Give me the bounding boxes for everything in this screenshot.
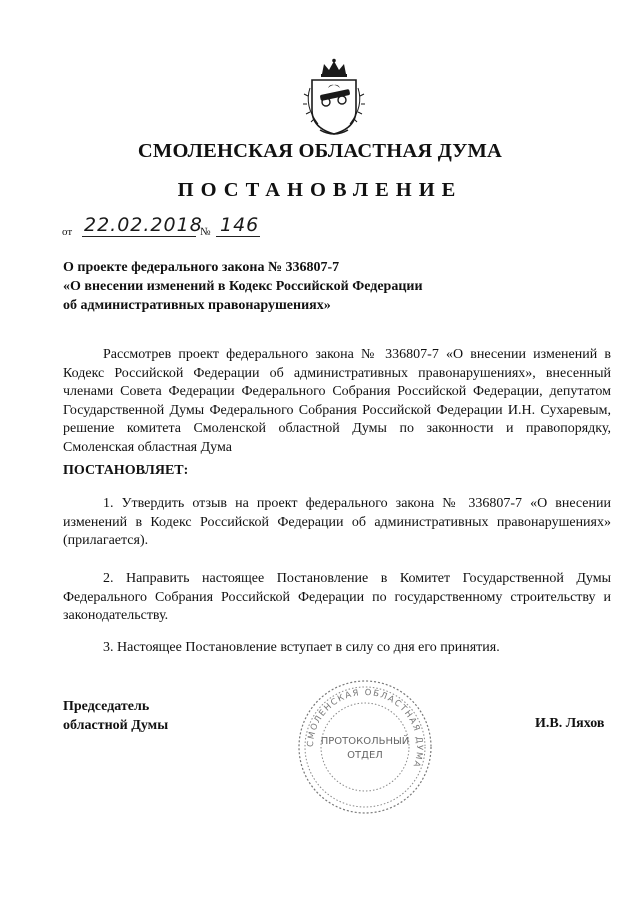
subject-line: «О внесении изменений в Кодекс Российской Федерации	[63, 279, 423, 294]
subject-line: об административных правонарушениях»	[63, 298, 331, 313]
handwritten-number: 146	[220, 214, 260, 236]
resolution-item: 2. Направить настоящее Постановление в Комитет Государственной Думы Федерального Собрания Российской Федерации по государственному строительству и законодательству.	[63, 571, 611, 623]
resolution-item: 3. Настоящее Постановление вступает в силу со дня его принятия.	[103, 640, 500, 655]
signatory-position	[63, 697, 168, 735]
coat-of-arms-icon	[298, 58, 370, 138]
number-underline	[216, 236, 260, 237]
date-underline	[82, 236, 196, 237]
document-type-title: ПОСТАНОВЛЕНИЕ	[177, 179, 463, 201]
preamble-paragraph: Рассмотрев проект федерального закона № 336807-7 «О внесении изменений в Кодекс Российской Федерации об административных правонарушениях», внесенный членами Совета Федерации Федерального Собрания Российской Федерации, депутатом Государственной Думы Федерального Собрания Российской Федерации И.Н. Сухаревым, решение комитета Смоленской областной Думы по законности и правопорядку, Смоленская областная Дума	[63, 347, 611, 455]
stamp-center-text: ПРОТОКОЛЬНЫЙ	[320, 736, 410, 747]
handwritten-date: 22.02.2018	[84, 214, 203, 236]
signatory-position-line: Председатель	[63, 699, 150, 714]
signatory-name: И.В. Ляхов	[535, 716, 605, 731]
stamp-center-text: ОТДЕЛ	[347, 750, 383, 761]
resolves-heading: ПОСТАНОВЛЯЕТ:	[63, 463, 189, 478]
subject-line: О проекте федерального закона № 336807-7	[63, 260, 340, 275]
number-label: №	[200, 226, 211, 238]
official-stamp	[290, 672, 440, 822]
date-number-line	[62, 214, 282, 240]
resolution-item: 1. Утвердить отзыв на проект федерального закона № 336807-7 «О внесении изменений в Кодекс Российской Федерации об административных правонарушениях» (прилагается).	[63, 496, 611, 548]
stamp-ring-text: СМОЛЕНСКАЯ ОБЛАСТНАЯ ДУМА	[305, 687, 425, 770]
date-prefix-label: от	[62, 226, 73, 238]
signatory-position-line: областной Думы	[63, 718, 169, 733]
document-subject	[63, 258, 493, 315]
organization-title: СМОЛЕНСКАЯ ОБЛАСТНАЯ ДУМА	[137, 140, 503, 162]
